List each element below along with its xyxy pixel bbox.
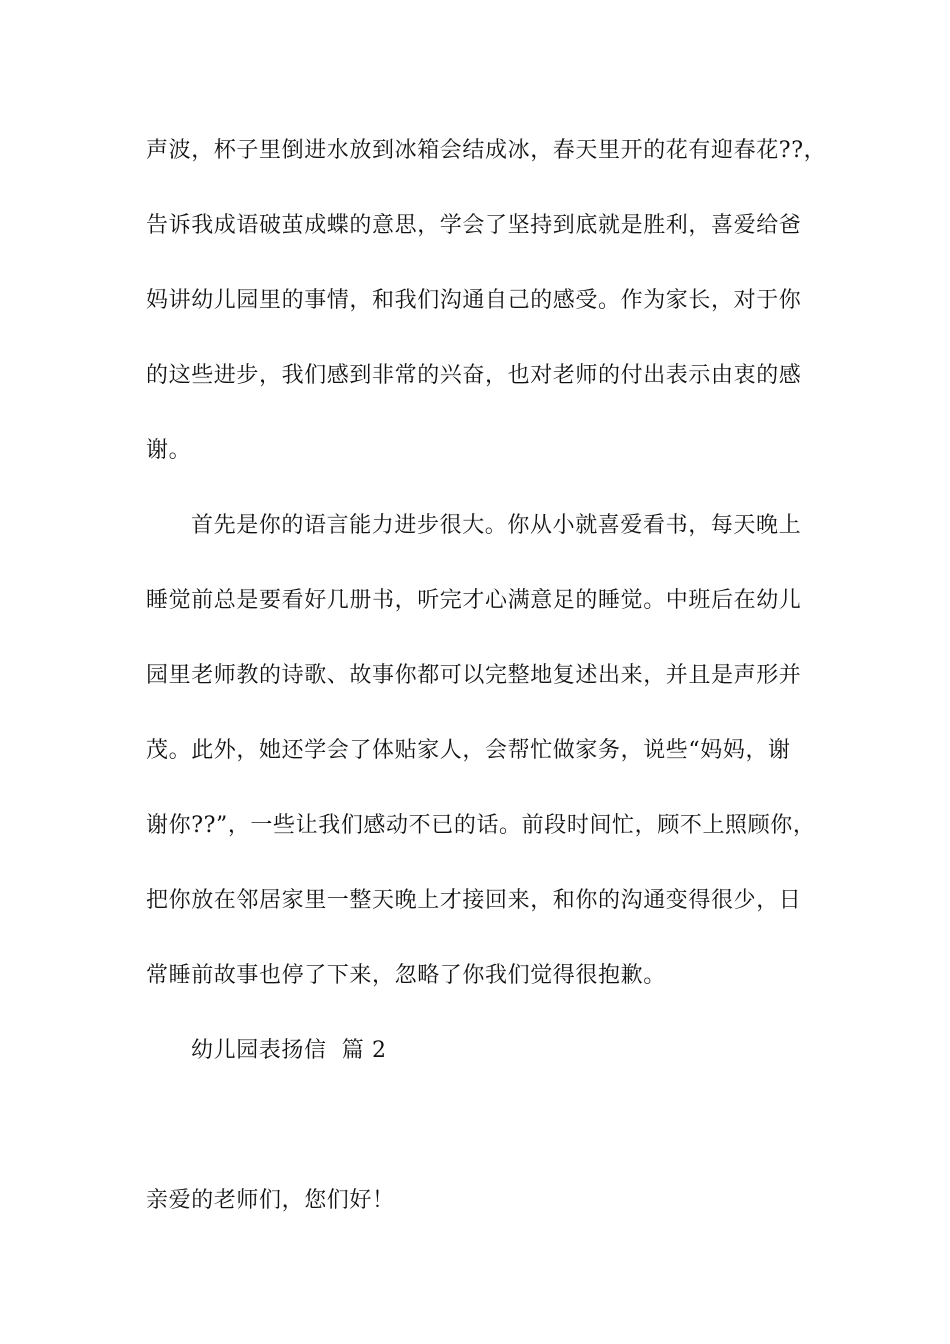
- paragraph-line: 谢。: [146, 438, 192, 463]
- paragraph-line: 谢你??”，一些让我们感动不已的话。前段时间忙，顾不上照顾你，: [146, 813, 816, 838]
- paragraph-line: 声波，杯子里倒进水放到冰箱会结成冰，春天里开的花有迎春花??，: [146, 138, 827, 163]
- paragraph-line: 把你放在邻居家里一整天晚上才接回来，和你的沟通变得很少，日: [146, 888, 802, 913]
- paragraph-line: 的这些进步，我们感到非常的兴奋，也对老师的付出表示由衷的感: [146, 363, 802, 388]
- paragraph-line: 妈讲幼儿园里的事情，和我们沟通自己的感受。作为家长，对于你: [146, 288, 802, 313]
- paragraph-line: 告诉我成语破茧成蝶的意思，学会了坚持到底就是胜利，喜爱给爸: [146, 213, 802, 238]
- section-heading: 幼儿园表扬信 篇 2: [191, 1038, 387, 1063]
- paragraph-line: 常睡前故事也停了下来，忽略了你我们觉得很抱歉。: [146, 963, 666, 988]
- paragraph-line: 首先是你的语言能力进步很大。你从小就喜爱看书，每天晚上: [191, 513, 802, 538]
- greeting: 亲爱的老师们，您们好！: [146, 1188, 395, 1213]
- paragraph-line: 园里老师教的诗歌、故事你都可以完整地复述出来，并且是声形并: [146, 663, 802, 688]
- paragraph-line: 茂。此外，她还学会了体贴家人，会帮忙做家务，说些“妈妈，谢: [146, 738, 791, 763]
- paragraph-line: 睡觉前总是要看好几册书，听完才心满意足的睡觉。中班后在幼儿: [146, 588, 802, 613]
